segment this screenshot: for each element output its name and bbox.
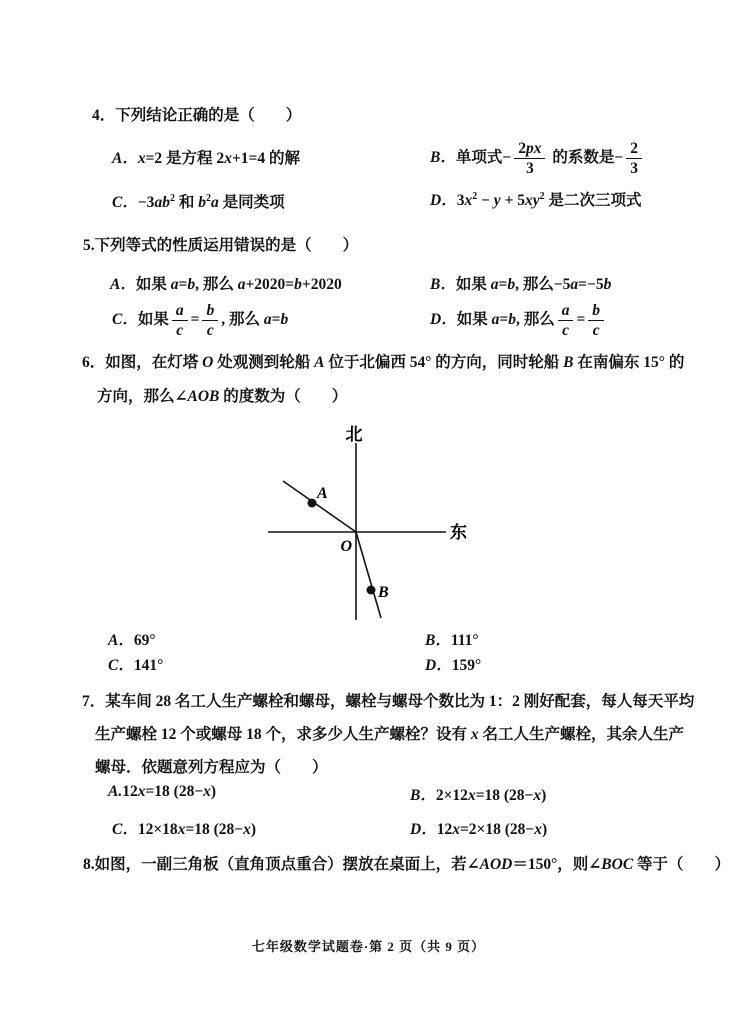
q4-option-a-label: A． [112, 150, 138, 167]
page-footer: 七年级数学试题卷·第 2 页（共 9 页） [251, 939, 486, 954]
q4-option-c-label: C． [112, 194, 138, 211]
q5-option-d [430, 302, 607, 339]
question-8-line1: 8.如图，一副三角板（直角顶点重合）摆放在桌面上，若∠AOD＝150°，则∠BOC 等于（ ） [83, 856, 731, 873]
q7-option-a [108, 783, 216, 801]
north-label: 北 [345, 425, 363, 444]
point-b-dot [367, 586, 376, 595]
point-a-label: A [317, 485, 328, 502]
q7-option-c-label: C． [112, 821, 138, 838]
q5-option-c [112, 302, 288, 339]
direction-diagram [250, 420, 480, 632]
q4-option-b [430, 140, 645, 177]
q4-option-b-label: B． [430, 149, 456, 167]
q5-option-d-text: 如果 a=b, 那么 $\frac{a}{c}$ = $\frac{b}{c}$ [457, 311, 607, 328]
q7-option-c-text: 12×18x=18 (28−x) [137, 821, 257, 838]
q4-option-d [430, 188, 642, 210]
question-6-line2: 方向，那么∠AOB 的度数为（ ） [97, 388, 348, 405]
q6-option-c-label: C． [108, 657, 134, 674]
q6-option-d [425, 653, 481, 675]
point-a-dot [308, 499, 317, 508]
point-b-label: B [378, 584, 389, 601]
q5-option-b [430, 272, 611, 294]
q6-option-b-label: B． [425, 632, 451, 649]
origin-label: O [340, 538, 352, 555]
q7-option-a-text: 12x=18 (28−x) [122, 783, 217, 800]
q5-option-b-label: B． [430, 276, 456, 293]
q4-option-c-text: $-3ab^2$ 和 $b^2a$ 是同类项 [137, 192, 285, 211]
question-7-line1: 7．某车间 28 名工人生产螺栓和螺母，螺栓与螺母个数比为 1：2 刚好配套，每人每天平均 [82, 693, 695, 710]
question-4-title: 4．下列结论正确的是（ ） [92, 107, 302, 124]
q7-option-b [410, 783, 546, 805]
east-label: 东 [450, 523, 467, 542]
q6-option-c-text: 141° [133, 657, 164, 674]
q4-option-a [112, 146, 300, 168]
q7-option-d [410, 817, 547, 839]
q6-option-d-label: D． [425, 657, 452, 674]
q6-option-d-text: 159° [451, 657, 482, 674]
q7-option-a-label: A. [108, 783, 123, 800]
q5-option-c-text: 如果 $\frac{a}{c}$ = $\frac{b}{c}$ , 那么 a=b [137, 302, 289, 340]
q4-option-b-text: 单项式− $\frac{2px}{3}$ 的系数是− $\frac{2}{3}$ [456, 149, 645, 166]
q7-option-d-label: D． [410, 821, 437, 838]
q7-option-c [112, 817, 256, 839]
q4-option-a-text: x=2 是方程 2x+1=4 的解 [137, 150, 300, 167]
q7-option-b-text: 2×12x=18 (28−x) [435, 787, 547, 804]
q6-option-c [108, 653, 163, 675]
q7-option-d-text: 12x=2×18 (28−x) [436, 821, 548, 838]
q4-option-d-text: $3x^2 - y + 5xy^2$ 是二次三项式 [456, 190, 642, 209]
q5-option-a-label: A． [110, 276, 136, 293]
question-7-line3: 螺母．依题意列方程应为（ ） [95, 759, 328, 776]
q5-option-c-label: C． [112, 311, 138, 329]
question-6-line1: 6．如图，在灯塔 O 处观测到轮船 A 位于北偏西 54° 的方向，同时轮船 B 在南偏东 15° 的 [82, 354, 685, 371]
question-7-line2: 生产螺栓 12 个或螺母 18 个，求多少人生产螺栓？设有 x 名工人生产螺栓，其余人生产 [95, 726, 685, 743]
q5-option-a [110, 272, 342, 294]
q5-option-a-text: 如果 a=b, 那么 a+2020=b+2020 [135, 276, 342, 293]
question-5-title: 5.下列等式的性质运用错误的是（ ） [83, 237, 359, 254]
q7-option-b-label: B． [410, 787, 436, 804]
q6-option-a-text: 69° [133, 632, 156, 649]
ray-ob [356, 532, 381, 618]
q6-option-b [425, 628, 479, 650]
q6-option-b-text: 111° [450, 632, 479, 649]
q5-option-b-text: 如果 a=b, 那么−5a=−5b [455, 276, 612, 293]
q4-option-c [112, 190, 285, 212]
q4-option-d-label: D． [430, 192, 457, 209]
q5-option-d-label: D． [430, 311, 457, 329]
q6-option-a [108, 628, 156, 650]
q6-option-a-label: A． [108, 632, 134, 649]
